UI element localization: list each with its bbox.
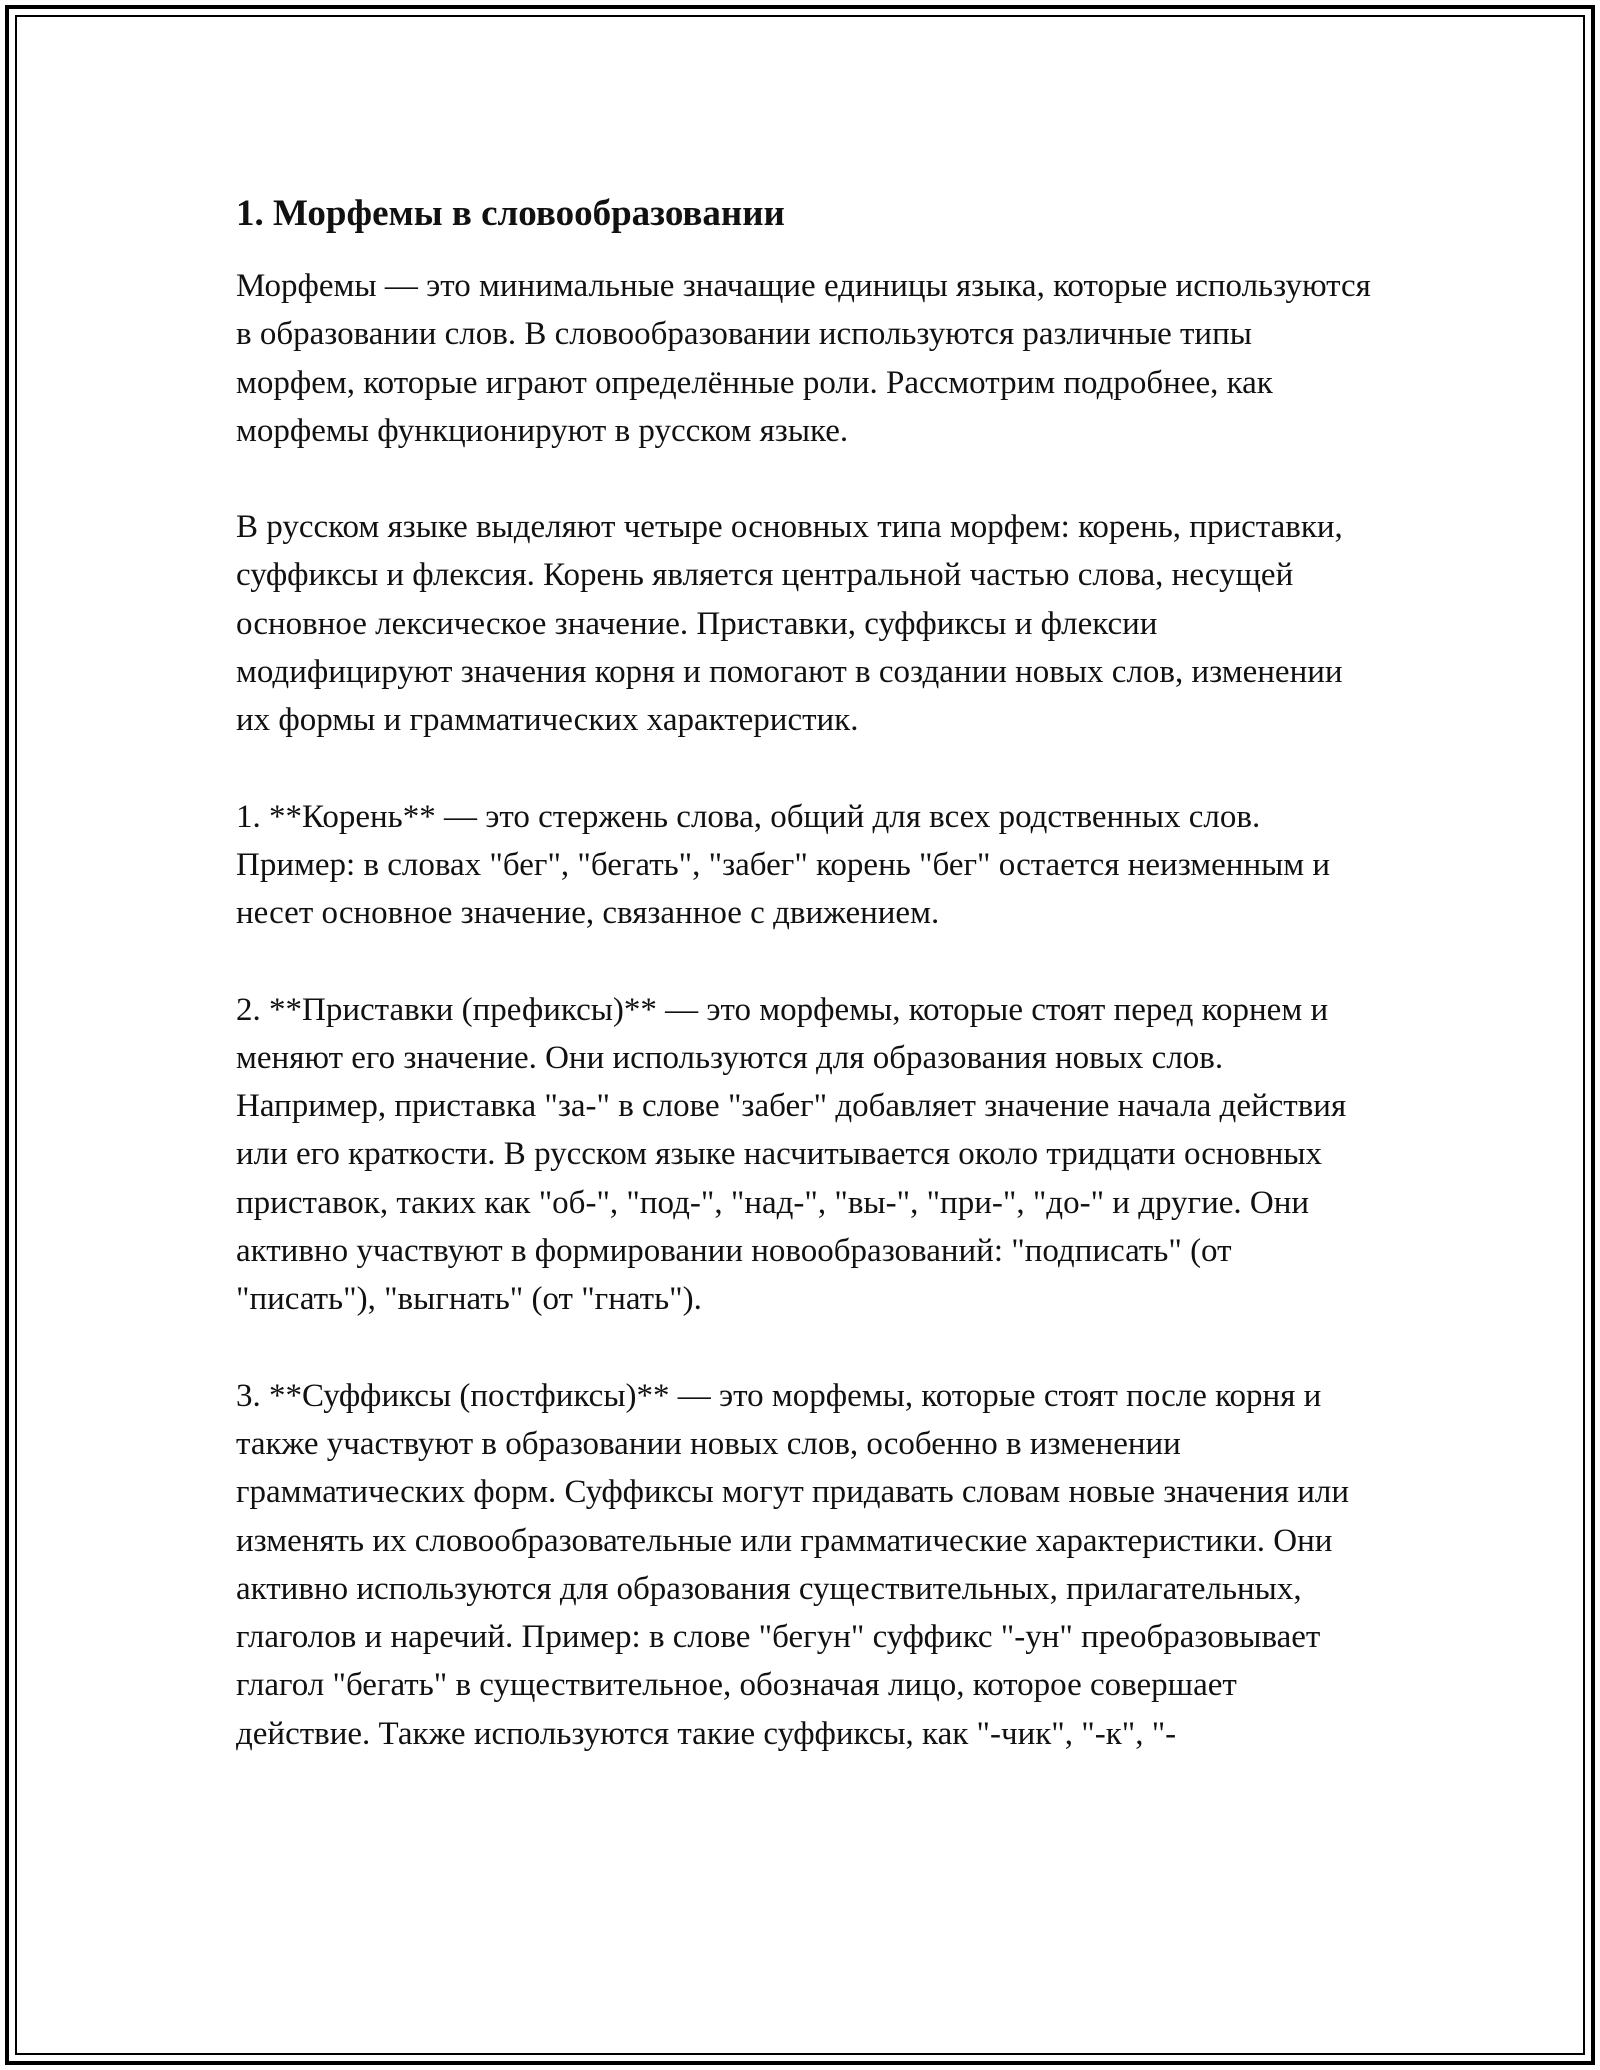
paragraph-root: 1. **Корень** — это стержень слова, общий для всех родственных слов. Пример: в словах "бег", "бегать", "забег" корень "бег" остается неизменным и несет основное значение, связанное с движением. (236, 798, 1331, 932)
paragraph-suffixes: 3. **Суффиксы (постфиксы)** — это морфемы, которые стоят после корня и также участвуют в образовании новых слов, особенно в изменении грамматических форм. Суффиксы могут придавать словам новые значения или изменять их словообразовательные или грамматические характеристики. Они активно используются для образования существительных, прилагательных, глаголов и наречий. Пример: в слове "бегун" суффикс "-ун" преобразовывает глагол "бегать" в существительное, обозначая лицо, которое совершает действие. Также используются такие суффиксы, как "-чик", "-к", "- (236, 1377, 1350, 1752)
paragraph-morpheme-types: В русском языке выделяют четыре основных типа морфем: корень, приставки, суффиксы и флексия. Корень является центральной частью слова, несущей основное лексическое значение. Приставки, суффиксы и флексии модифицируют значения корня и помогают в создании новых слов, изменении их формы и грамматических характеристик. (236, 509, 1343, 739)
paragraph-intro: Морфемы — это минимальные значащие единицы языка, которые используются в образовании слов. В словообразовании используются различные типы морфем, которые играют определённые роли. Рассмотрим подробнее, как морфемы функционируют в русском языке. (236, 268, 1371, 449)
paragraph-prefixes: 2. **Приставки (префиксы)** — это морфемы, которые стоят перед корнем и меняют его значение. Они используются для образования новых слов. Например, приставка "за-" в слове "забег" добавляет значение начала действия или его краткости. В русском языке насчитывается около тридцати основных приставок, таких как "об-", "под-", "над-", "вы-", "при-", "до-" и другие. Они активно участвуют в формировании новообразований: "подписать" (от "писать"), "выгнать" (от "гнать"). (236, 991, 1347, 1318)
section-heading: 1. Морфемы в словообразовании (236, 193, 785, 234)
document-body (236, 186, 1376, 1806)
